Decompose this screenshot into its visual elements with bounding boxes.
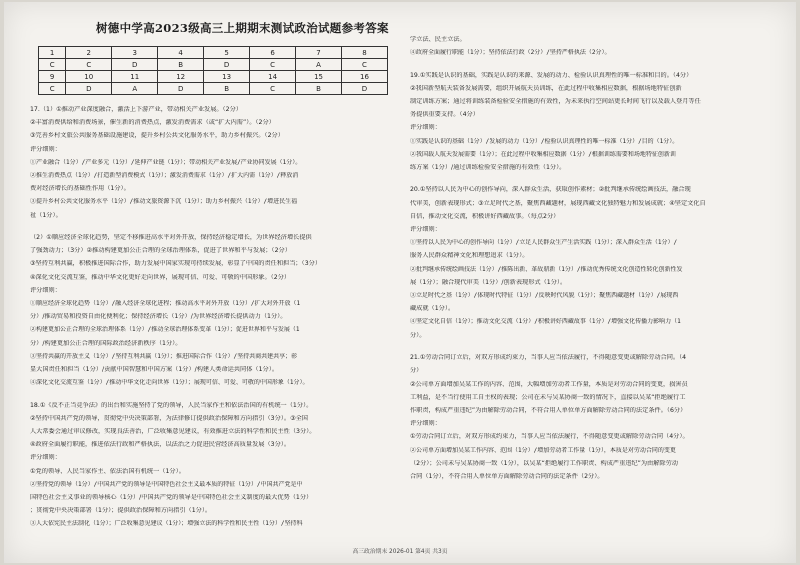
answer-line: 评分细则： xyxy=(410,420,441,428)
answer-key-cell: D xyxy=(112,59,158,71)
answer-key-cell: A xyxy=(296,59,342,71)
answer-key-cell: 6 xyxy=(250,47,296,59)
answer-key-cell: 3 xyxy=(112,47,158,59)
answer-key-cell: 4 xyxy=(158,47,204,59)
answer-line: 显大国责任和担当（1分）/贡献中国智慧和中国方案（1分）/构建人类命运共同体（1分）。 xyxy=(30,366,279,374)
answer-line: 制定训练方案；通过将训练装备检验安全措施的有效性，为未来执行空间站更长时间飞行以及载人登月等任 xyxy=(410,98,701,106)
answer-key-cell: 14 xyxy=(250,71,296,83)
answer-line: ①劳动合同订立后，对双方形成约束力，当事人应当依法履行，不得随意变更或解除劳动合同（4分）。 xyxy=(410,433,689,441)
answer-line: 合同（1分），不符合用人单位单方面解除劳动合同的法定条件（2分）。 xyxy=(410,472,604,480)
answer-key-cell: D xyxy=(66,83,112,95)
answer-line: 祉（1分）。 xyxy=(30,211,62,219)
answer-key-cell: D xyxy=(158,83,204,95)
answer-key-row xyxy=(39,71,388,83)
answer-line: 展（1分）；融合现代审美（1分）/创新表现形式（1分）。 xyxy=(410,278,567,286)
answer-line: 评分细则： xyxy=(30,454,61,462)
answer-line: ④政府全面履行职能，推进依法行政和严格执法，以法治之力促进民营经济高质量发展（3分）。 xyxy=(30,441,291,449)
answer-key-row xyxy=(39,83,388,95)
answer-line: 作职责，构成严重违纪”为由解除劳动合同，不符合用人单位单方面解除劳动合同的法定条件。（6分） xyxy=(410,406,687,414)
answer-line: ④政府全面履行职能（1分）；坚持依法行政（2分）/坚持严格执法（2分）。 xyxy=(410,49,611,57)
answer-key-cell: 9 xyxy=(39,71,66,83)
answer-line: ②推生消费热点（1分）/打造新型消费模式（1分）；激发消费需求（1分）/扩大内需（1分）/释放消 xyxy=(30,172,299,179)
answer-line: ③坚持共赢的开放主义（1分）/坚持互利共赢（1分）；推进国际合作（1分）/坚持共商共建共享；彰 xyxy=(30,352,298,360)
answer-line: 评分细则： xyxy=(30,286,61,294)
answer-line: 服务人民群众精神文化和理想追求（1分）。 xyxy=(410,252,529,260)
answer-key-row xyxy=(39,59,388,71)
answer-line: 17.（1）①推动产业深度融合，激活上下游产业，带动相关产业发展。（2分） xyxy=(30,106,242,113)
answer-line: ②我国载人航天发展需要（1分）；在此过程中收集相应数据（1分）/根据训练需要和场地特征创新训 xyxy=(410,150,676,158)
answer-line: （2）①顺应经济全球化趋势，坚定不移推进高水平对外开放，保持经济稳定增长，为世界经济增长提供 xyxy=(30,234,312,242)
answer-line: （2分）；公司未与吴某协商一致（1分），以吴某“拒绝履行工作职责、构成严重违纪”为由解除劳动 xyxy=(410,459,678,467)
answer-key-cell: C xyxy=(342,59,388,71)
answer-key-cell: 2 xyxy=(66,47,112,59)
answer-key-cell: 1 xyxy=(39,47,66,59)
answer-key-cell: C xyxy=(250,83,296,95)
answer-line: 18.①《反不正当竞争法》的出台和实施坚持了党的领导，人民当家作主和依法治国的有机统一（1分）。 xyxy=(30,401,313,409)
answer-line: ；贯彻党中央决策部署（1分）；提供政治保障和方向指引（1分）。 xyxy=(30,507,212,515)
answer-key-cell: A xyxy=(112,83,158,95)
answer-line: 21.①劳动合同订立后，对双方形成约束力，当事人应当依法履行，不得随意变更或解除劳动合同。（4 xyxy=(410,354,687,362)
answer-line: 人大常委会通过审议修改，实现良法善治，广泛收集意见建议，有效推进立法的科学性和民主性（3分）。 xyxy=(30,428,316,436)
answer-line: 工利益，是不当行使用工自主权的表现；公司在未与吴某协商一致的情况下，直接以吴某“拒绝履行工 xyxy=(410,393,686,401)
answer-line: 代审美，创新表现形式；③立足时代之基，聚焦西藏题材，展现西藏文化独特魅力和发展成就；④坚定文化自 xyxy=(410,199,706,207)
answer-key-cell: 11 xyxy=(112,71,158,83)
answer-key-row xyxy=(39,47,388,59)
answer-line: ③坚持互利共赢，积极推进国际合作，助力发展中国家实现可持续发展，彰显了中国的责任和担当；（3分） xyxy=(30,260,322,268)
answer-line: ②批判继承传统绘画技法（1分）/推陈出新、革故鼎新（1分）/推动优秀传统文化创造性转化创新性发 xyxy=(410,265,683,273)
answer-key-cell: C xyxy=(250,59,296,71)
answer-line: 费对经济增长的基础性作用（1分）。 xyxy=(30,185,130,193)
answer-line: 自信，推动文化交流，积极讲好西藏故事。（每点2分） xyxy=(410,212,560,220)
answer-key-cell: 16 xyxy=(342,71,388,83)
answer-line: 分）。 xyxy=(410,331,426,339)
answer-line: ②坚持党的领导（1分）/中国共产党的领导是中国特色社会主义最本质的特征（1分）/中国共产党是中 xyxy=(30,480,303,488)
answer-key-table xyxy=(38,46,388,95)
answer-line: ③立足时代之基（1分）/体现时代特征（1分）/反映时代风貌（1分）；聚焦西藏题材（1分）/展现西 xyxy=(410,292,679,300)
answer-line: ②我国新型航天装备发展需要，组织开展航天员训练，在此过程中收集相应数据，根据场地特征创新 xyxy=(410,84,682,92)
answer-line: 分）/构建更加公正合理的国际政治经济新秩序（1分）。 xyxy=(30,339,182,347)
answer-key-cell: D xyxy=(204,59,250,71)
answer-key-cell: C xyxy=(39,83,66,95)
answer-key-cell: 8 xyxy=(342,47,388,59)
answer-line: ③提升乡村公共文化服务水平（1分）/推动文旅资源下沉（1分）；助力乡村振兴（1分）/增进民生福 xyxy=(30,198,298,206)
answer-line: ④深化文化交流互鉴（1分）/推动中华文化走向世界（1分）；展现可信、可爱、可敬的中国形象（1分）。 xyxy=(30,379,309,387)
answer-key-cell: D xyxy=(342,83,388,95)
answer-line: 务提供重要支持。（4分） xyxy=(410,111,479,119)
answer-line: ①党的领导、人民当家作主、依法治国有机统一（1分）。 xyxy=(30,467,185,475)
answer-line: ②构建更加公正合理的全球治理体系（1分）/推动全球治理体系变革（1分）；促进世界和平与发展（1 xyxy=(30,326,300,334)
answer-line: 20.①坚持以人民为中心的创作导向，深入群众生活，获取创作素材；②批判继承传统绘画技法，融合现 xyxy=(410,186,691,194)
answer-line: 评分细则： xyxy=(410,124,441,132)
answer-key-cell: 10 xyxy=(66,71,112,83)
answer-line: 藏成就（1分）。 xyxy=(410,305,455,313)
answer-line: ④坚定文化自信（1分）；推动文化交流（1分）/积极讲好西藏故事（1分）/增强文化传播力影响力（1 xyxy=(410,318,681,326)
answer-line: 了强劲动力；（3分）②推动构建更加公正合理的全球治理体系，促进了世界和平与发展；（2分） xyxy=(30,247,291,255)
answer-key-cell: C xyxy=(39,59,66,71)
answer-key-cell: B xyxy=(204,83,250,95)
answer-line: ③完善乡村文旅公共服务基础设施建设，提升乡村公共文化服务水平，助力乡村振兴。（2分） xyxy=(30,132,284,140)
answer-line: 学立法、民主立法。 xyxy=(410,36,466,43)
answer-line: ②公司单方面增加吴某工作的内容、范围，大幅增加劳动者工作量，本质是对劳动合同的变更，损害员 xyxy=(410,380,688,388)
answer-line: ①坚持以人民为中心的创作导向（1分）/立足人民群众生产生活实践（1分）；深入群众生活（1分）/ xyxy=(410,239,678,247)
answer-line: 国特色社会主义事业的领导核心（1分）/中国共产党的领导是中国特色社会主义制度的最大优势（1分） xyxy=(30,494,313,502)
answer-line: 分） xyxy=(410,367,423,375)
answer-line: ②丰富消费供给和消费场景，催生新的消费热点，激发消费需求（或“扩大内需”）。（2分） xyxy=(30,119,275,127)
answer-key-cell: B xyxy=(296,83,342,95)
answer-line: ②坚持中国共产党的领导，贯彻党中央决策部署，为法律修订提供政治保障和方向指引（3分）。③全国 xyxy=(30,414,308,422)
answer-key-cell: C xyxy=(66,59,112,71)
answer-key-cell: 15 xyxy=(296,71,342,83)
answer-line: ①实践是认识的基础（1分）/发展的动力（1分）/检验认识真理性的唯一标准（1分）/目的（1分）。 xyxy=(410,137,679,145)
answer-line: 练方案（1分）/通过训练检验安全措施的有效性（1分）。 xyxy=(410,164,566,172)
answer-line: ②公司单方面增加吴某工作内容、范围（1分）/增加劳动者工作量（1分），本质是对劳动合同的变更 xyxy=(410,446,676,454)
answer-key-cell: 7 xyxy=(296,47,342,59)
answer-line: 分）/推动贸易和投资自由化便利化；保持经济增长（1分）/为世界经济增长提供动力（1分）。 xyxy=(30,313,287,321)
answer-sheet xyxy=(4,2,796,563)
answer-line: 评分细则： xyxy=(30,145,61,153)
answer-line: ①产业融合（1分）/产业多元（1分）/延伸产业链（1分）；带动相关产业发展/产业协同发展（1分）。 xyxy=(30,158,302,166)
answer-line: 19.①实践是认识的基础，实践是认识的来源、发展的动力、检验认识真理性的唯一标准和目的。（4分） xyxy=(410,71,693,79)
answer-key-cell: B xyxy=(158,59,204,71)
answer-line: ①顺应经济全球化趋势（1分）/融入经济全球化进程；推动高水平对外开放（1分）/扩大对外开放（1 xyxy=(30,300,301,308)
answer-line: ④深化文化交流互鉴，推动中华文化更好走向世界，展现可信、可爱、可敬的中国形象。（2分） xyxy=(30,273,291,281)
answer-key-cell: 13 xyxy=(204,71,250,83)
answer-key-cell: 5 xyxy=(204,47,250,59)
answer-line: ③人大依宪民主法制化（1分）；广泛收集意见建议（1分）；增强立法的科学性和民主性（1分）/坚持科 xyxy=(30,520,303,528)
page-footer: 高三政治期末 2026-01 第4页 共3页 xyxy=(352,549,448,555)
answer-key-cell: 12 xyxy=(158,71,204,83)
document-title: 树德中学高2023级高三上期期末测试政治试题参考答案 xyxy=(96,21,389,35)
answer-line: 评分细则： xyxy=(410,226,441,234)
